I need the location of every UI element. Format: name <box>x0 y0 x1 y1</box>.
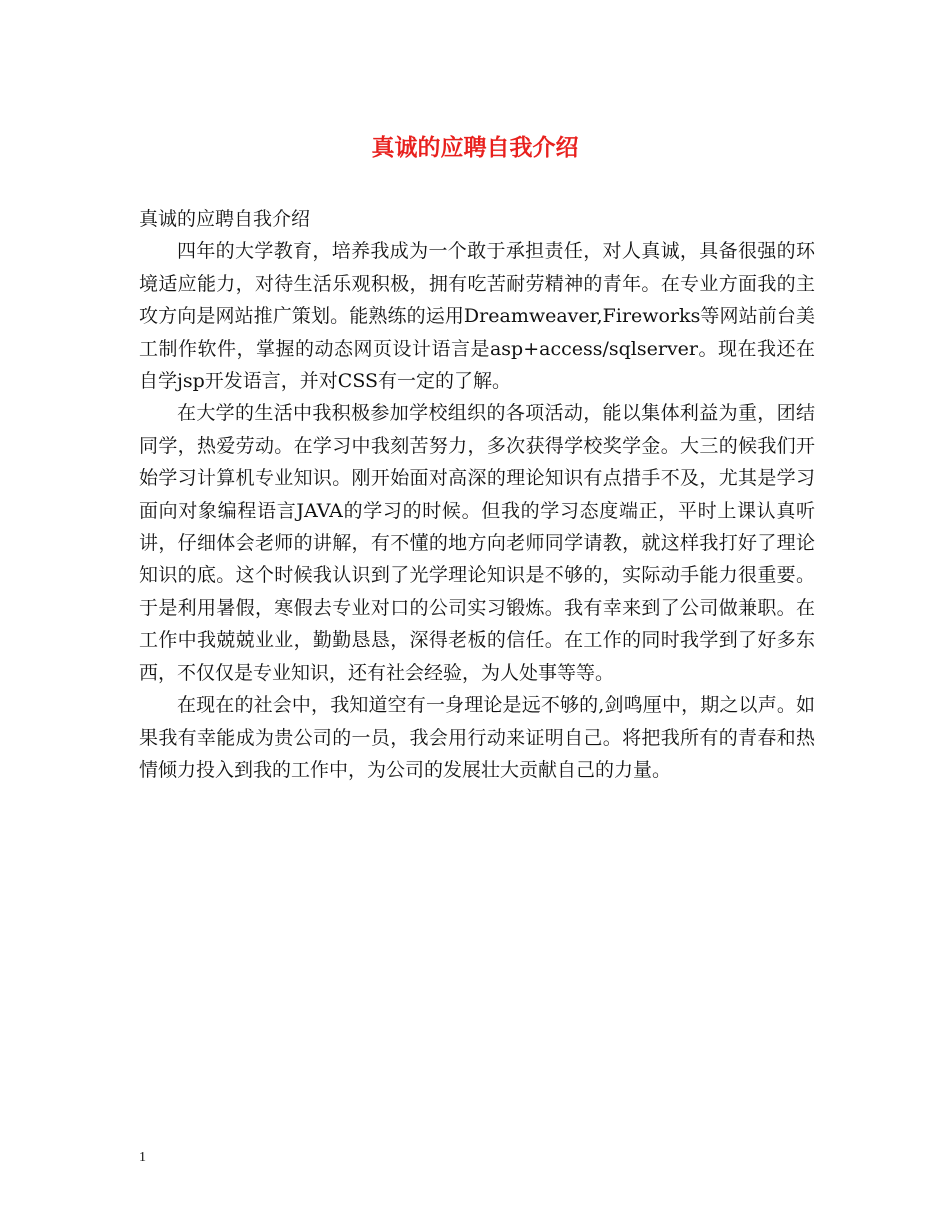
page-number: 1 <box>139 1150 146 1165</box>
document-title: 真诚的应聘自我介绍 <box>371 134 579 161</box>
paragraph-1: 四年的大学教育，培养我成为一个敢于承担责任，对人真诚，具备很强的环境适应能力，对待生活乐观积极，拥有吃苦耐劳精神的青年。在专业方面我的主攻方向是网站推广策划。能熟练的运用Dreamweaver,Fireworks等网站前台美工制作软件，掌握的动态网页设计语言是asp+access/sqlserver。现在我还在自学jsp开发语言，并对CSS有一定的了解。 <box>139 240 815 393</box>
paragraph-2: 在大学的生活中我积极参加学校组织的各项活动，能以集体利益为重，团结同学，热爱劳动。在学习中我刻苦努力，多次获得学校奖学金。大三的候我们开始学习计算机专业知识。刚开始面对高深的理论知识有点措手不及，尤其是学习面向对象编程语言JAVA的学习的时候。但我的学习态度端正，平时上课认真听讲，仔细体会老师的讲解，有不懂的地方向老师同学请教，就这样我打好了理论知识的底。这个时候我认识到了光学理论知识是不够的，实际动手能力很重要。于是利用暑假，寒假去专业对口的公司实习锻炼。我有幸来到了公司做兼职。在工作中我兢兢业业，勤勤恳恳，深得老板的信任。在工作的同时我学到了好多东西，不仅仅是专业知识，还有社会经验，为人处事等等。 <box>139 402 815 684</box>
document-body <box>139 203 815 786</box>
paragraph-3: 在现在的社会中，我知道空有一身理论是远不够的,剑鸣厘中，期之以声。如果我有幸能成为贵公司的一员，我会用行动来证明自己。将把我所有的青春和热情倾力投入到我的工作中，为公司的发展壮大贡献自己的力量。 <box>139 694 815 781</box>
document-subtitle: 真诚的应聘自我介绍 <box>139 208 311 230</box>
